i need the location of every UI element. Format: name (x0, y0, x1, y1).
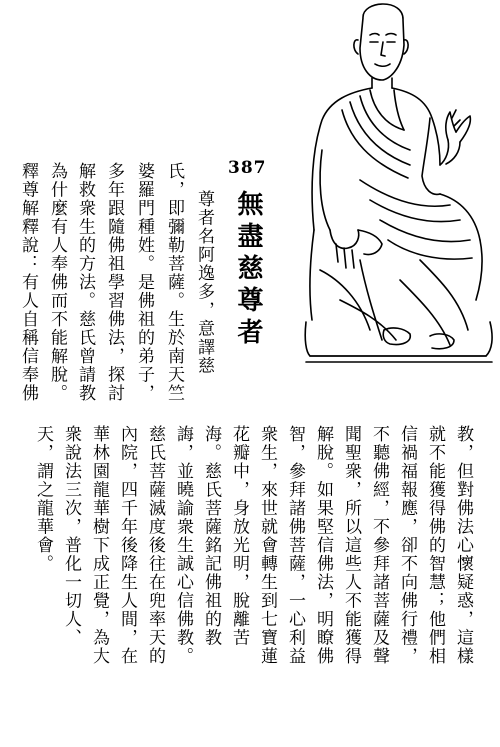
text-column: 海。慈氏菩薩銘記佛祖的教 (201, 425, 221, 647)
text-column: 天，謂之龍華會。 (33, 425, 53, 573)
text-column: 誨，並曉諭衆生誠心信佛教。 (173, 425, 193, 666)
text-column: 慈氏菩薩滅度後往在兜率天的 (145, 425, 165, 666)
text-column: 婆羅門種姓。是佛祖的弟子， (134, 162, 154, 403)
text-column: 尊者名阿逸多，意譯慈 (194, 190, 214, 375)
entry-title: 無盡慈尊者 (233, 190, 263, 350)
text-column: 信禍福報應，卻不向佛行禮， (397, 425, 417, 666)
text-column: 智，參拜諸佛菩薩，一心利益 (285, 425, 305, 666)
text-column: 就不能獲得佛的智慧；他們相 (425, 425, 445, 666)
entry-number: 387 (228, 158, 267, 178)
text-column: 內院，四千年後降生人間，在 (117, 425, 137, 666)
text-column: 解脫。如果堅信佛法，明瞭佛 (313, 425, 333, 666)
text-column: 聞聖衆，所以這些人不能獲得 (341, 425, 361, 666)
text-column: 教，但對佛法心懷疑惑，這樣 (453, 425, 473, 666)
arhat-figure-illustration (300, 0, 500, 370)
text-column: 衆說法三次，普化一切人、 (61, 425, 81, 647)
text-column: 解救衆生的方法。慈氏曾請教 (75, 162, 95, 403)
text-column: 華林園龍華樹下成正覺，為大 (89, 425, 109, 666)
text-column: 氏，即彌勒菩薩。生於南天竺 (164, 162, 184, 403)
text-column: 花瓣中，身放光明，脫離苦 (229, 425, 249, 647)
text-column: 為什麼有人奉佛而不能解脫。 (47, 162, 67, 403)
text-column: 衆生，來世就會轉生到七寶蓮 (257, 425, 277, 666)
text-column: 不聽佛經，不參拜諸菩薩及聲 (369, 425, 389, 666)
text-column: 釋尊解釋說：有人自稱信奉佛 (18, 162, 38, 403)
text-column: 多年跟隨佛祖學習佛法，探討 (104, 162, 124, 403)
